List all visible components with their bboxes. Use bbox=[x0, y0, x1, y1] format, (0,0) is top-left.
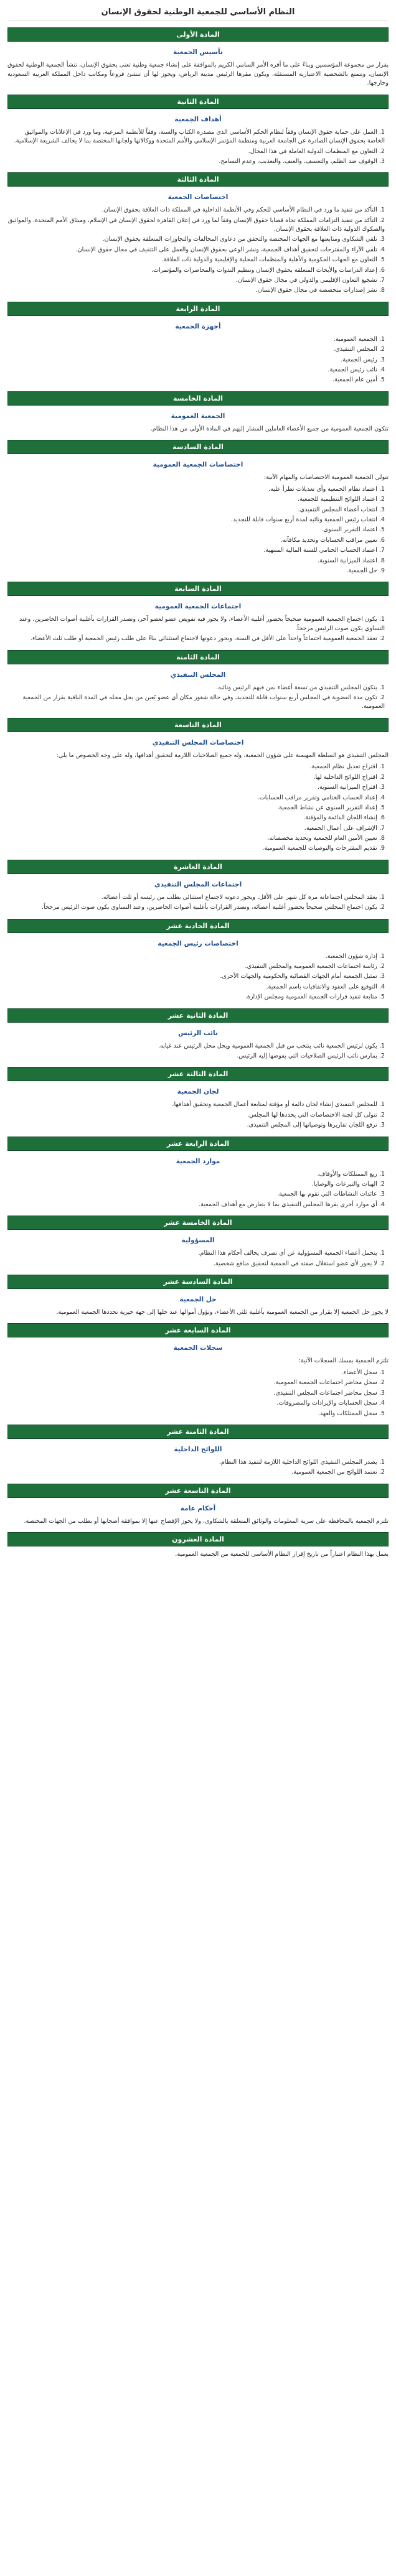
article-list-item: 1. إدارة شؤون الجمعية. bbox=[325, 952, 385, 960]
article-body bbox=[7, 751, 389, 853]
article-list-item: 2. اقتراح اللوائح الداخلية لها. bbox=[313, 773, 385, 781]
article-body bbox=[7, 684, 389, 712]
article-heading: اختصاصات الجمعية bbox=[167, 193, 229, 202]
article-list-item: 1. العمل على حماية حقوق الإنسان وفقاً لنظام الحكم الأساسي الذي مصدره الكتاب والسنة، وفقاً للأنظمة المرعية، وما ورد في الإعلانات والمواثيق الخاصة بحقوق الإنسان الصادرة عن الجامعة العربية ومنظمة المؤتمر الإسلامي والأمم المتحدة ووكالاتها ولجانها المختصة بما لا يخالف الشريعة الإسلامية. bbox=[14, 128, 385, 145]
article-paragraph: لا يجوز حل الجمعية إلا بقرار من الجمعية العمومية بأغلبية ثلثي الأعضاء، وتؤول أموالها عند حلها إلى جهة خيرية تحددها الجمعية العمومية. bbox=[56, 1308, 389, 1316]
article-list-item: 5. أمين عام الجمعية. bbox=[332, 376, 385, 384]
article-number-bar: المادة الثالثة عشر bbox=[7, 1067, 389, 1081]
article-heading: أهداف الجمعية bbox=[174, 115, 222, 123]
article-section bbox=[7, 1425, 389, 1477]
article-body bbox=[7, 1458, 389, 1477]
article-list-item: 7. تشجيع التعاون الإقليمي والدولي في مجال حقوق الإنسان. bbox=[235, 277, 385, 284]
article-list-item: 2. تعتمد اللوائح من الجمعية العمومية. bbox=[291, 1469, 385, 1476]
document-title: النظام الأساسي للجمعية الوطنية لحقوق الإنسان bbox=[7, 2, 389, 21]
article-section bbox=[7, 95, 389, 167]
article-number-bar: المادة العاشرة bbox=[7, 860, 389, 874]
article-number-bar: المادة التاسعة bbox=[7, 718, 389, 732]
article-list bbox=[7, 763, 389, 853]
article-list-item: 3. ترفع اللجان تقاريرها وتوصياتها إلى المجلس التنفيذي. bbox=[247, 1122, 385, 1129]
article-heading: لجان الجمعية bbox=[177, 1088, 219, 1096]
article-list-item: 2. تكون مدة العضوية في المجلس أربع سنوات قابلة للتجديد، وفي حالة شغور مكان أي عضو يُعين من يحل محله في المدة الباقية بقرار من الجمعية العمومية. bbox=[22, 694, 385, 710]
article-list-item: 3. عائدات النشاطات التي تقوم بها الجمعية. bbox=[276, 1191, 385, 1198]
article-number-bar: المادة السابعة عشر bbox=[7, 1323, 389, 1337]
article-list-item: 2. التعاون مع المنظمات الدولية العاملة في هذا المجال. bbox=[248, 147, 385, 155]
article-section bbox=[7, 302, 389, 385]
articles-container bbox=[7, 27, 389, 1560]
article-list bbox=[7, 1249, 389, 1268]
article-body bbox=[7, 1517, 389, 1527]
article-section bbox=[7, 582, 389, 643]
article-section bbox=[7, 1137, 389, 1210]
article-list-item: 4. تلقي الآراء والمقترحات لتحقيق أهداف الجمعية، ونشر الوعي بحقوق الإنسان والعمل على التثقيف في مجال حقوق الإنسان. bbox=[75, 246, 385, 253]
article-number-bar: المادة العشرون bbox=[7, 1532, 389, 1546]
article-heading: سجلات الجمعية bbox=[173, 1344, 223, 1352]
article-list-item: 8. نشر إصدارات متخصصة في مجال حقوق الإنسان. bbox=[255, 287, 385, 294]
article-list bbox=[7, 335, 389, 385]
article-body bbox=[7, 1170, 389, 1210]
article-heading: موارد الجمعية bbox=[176, 1157, 220, 1165]
article-list-item: 7. اعتماد الحساب الختامي للسنة المالية المنتهية. bbox=[263, 547, 385, 554]
article-section bbox=[7, 1275, 389, 1318]
article-number-bar: المادة الرابعة عشر bbox=[7, 1137, 389, 1151]
article-paragraph: تتكون الجمعية العمومية من جميع الأعضاء العاملين المشار إليهم في المادة الأولى من هذا النظام. bbox=[150, 425, 389, 432]
article-list-item: 3. رئيس الجمعية. bbox=[341, 356, 385, 363]
article-body bbox=[7, 206, 389, 295]
article-section bbox=[7, 650, 389, 712]
article-heading: الجمعية العمومية bbox=[171, 412, 225, 420]
article-list-item: 2. يكون اجتماع المجلس صحيحاً بحضور أغلبية أعضائه، وتصدر القرارات بأغلبية أصوات الحاضرين، وعند التساوي يكون صوت الرئيس مرجحاً. bbox=[41, 904, 385, 911]
article-list bbox=[7, 615, 389, 643]
article-list-item: 6. تعيين مراقب الحسابات وتحديد مكافآته. bbox=[280, 536, 385, 544]
article-number-bar: المادة الثامنة عشر bbox=[7, 1425, 389, 1439]
article-heading: أجهزة الجمعية bbox=[175, 322, 221, 330]
article-list-item: 3. تمثيل الجمعية أمام الجهات القضائية والحكومية والجهات الأخرى. bbox=[220, 973, 385, 980]
article-list-item: 1. سجل الأعضاء. bbox=[341, 1369, 385, 1377]
article-number-bar: المادة التاسعة عشر bbox=[7, 1484, 389, 1498]
article-number-bar: المادة السادسة bbox=[7, 440, 389, 454]
article-list-item: 4. انتخاب رئيس الجمعية ونائبه لمدة أربع سنوات قابلة للتجديد. bbox=[230, 516, 385, 524]
article-body bbox=[7, 335, 389, 385]
article-list-item: 4. سجل الحسابات والإيرادات والمصروفات. bbox=[276, 1400, 385, 1407]
article-list-item: 2. لا يجوز لأي عضو استغلال صفته في الجمعية لتحقيق منافع شخصية. bbox=[213, 1260, 385, 1267]
article-section bbox=[7, 1323, 389, 1418]
article-list-item: 2. تعقد الجمعية العمومية اجتماعاً واحداً على الأقل في السنة، ويجوز دعوتها لاجتماع استثنائي بناءً على طلب رئيس الجمعية أو طلب ثلث الأعضاء. bbox=[30, 635, 385, 643]
article-body bbox=[7, 425, 389, 434]
article-heading: اختصاصات المجلس التنفيذي bbox=[152, 738, 244, 746]
article-list-item: 5. اعتماد التقرير السنوي. bbox=[321, 526, 385, 534]
article-section bbox=[7, 860, 389, 913]
article-number-bar: المادة السادسة عشر bbox=[7, 1275, 389, 1289]
article-list-item: 3. سجل محاضر اجتماعات المجلس التنفيذي. bbox=[273, 1389, 385, 1397]
article-list-item: 1. الجمعية العمومية. bbox=[333, 335, 385, 343]
article-list-item: 2. التأكد من تنفيذ التزامات المملكة تجاه قضايا حقوق الإنسان وفقاً لما ورد في إعلان القاهرة لحقوق الإنسان في الإسلام، وميثاق الأمم المتحدة، والمواثيق والصكوك الدولية ذات العلاقة بحقوق الإنسان. bbox=[7, 216, 385, 233]
article-list-item: 4. نائب رئيس الجمعية. bbox=[328, 366, 385, 373]
article-body bbox=[7, 1550, 389, 1560]
article-list-item: 6. إنشاء اللجان الدائمة والمؤقتة. bbox=[303, 814, 385, 822]
article-list-item: 2. يمارس نائب الرئيس الصلاحيات التي يفوضها إليه الرئيس. bbox=[237, 1053, 385, 1059]
article-heading: المسؤولية bbox=[181, 1237, 215, 1245]
article-body bbox=[7, 893, 389, 913]
article-list bbox=[7, 485, 389, 576]
article-number-bar: المادة الخامسة bbox=[7, 391, 389, 406]
article-section bbox=[7, 1067, 389, 1130]
article-section bbox=[7, 1216, 389, 1268]
article-body bbox=[7, 952, 389, 1002]
article-number-bar: المادة الخامسة عشر bbox=[7, 1216, 389, 1230]
article-list-item: 3. تلقي الشكاوى ومتابعتها مع الجهات المختصة والتحقق من دعاوى المخالفات والتجاوزات المتعلقة بحقوق الإنسان. bbox=[102, 236, 385, 243]
article-list-item: 3. انتخاب أعضاء المجلس التنفيذي. bbox=[298, 506, 385, 513]
article-list-item: 2. تتولى كل لجنة الاختصاصات التي يحددها لها المجلس. bbox=[247, 1111, 385, 1118]
article-body bbox=[7, 128, 389, 167]
article-list-item: 1. ريع الممتلكات والأوقاف. bbox=[317, 1170, 385, 1178]
article-section bbox=[7, 1484, 389, 1527]
article-heading: تأسيس الجمعية bbox=[173, 49, 223, 56]
article-heading: أحكام عامة bbox=[180, 1504, 216, 1512]
article-list-item: 9. حل الجمعية. bbox=[346, 567, 385, 575]
article-body bbox=[7, 61, 389, 88]
article-paragraph: المجلس التنفيذي هو السلطة المهيمنة على شؤون الجمعية، وله جميع الصلاحيات اللازمة لتحقيق أهدافها، وله على وجه الخصوص ما يلي: bbox=[56, 751, 389, 759]
article-section bbox=[7, 1008, 389, 1061]
article-heading: اللوائح الداخلية bbox=[174, 1446, 222, 1454]
article-section bbox=[7, 1532, 389, 1560]
article-list bbox=[7, 952, 389, 1002]
article-section bbox=[7, 391, 389, 434]
article-list-item: 1. للمجلس التنفيذي إنشاء لجان دائمة أو مؤقتة لمتابعة أعمال الجمعية وتحقيق أهدافها. bbox=[172, 1101, 385, 1109]
article-list-item: 3. الوقوف ضد الظلم، والتعسف، والعنف، والتعذيب، وعدم التسامح. bbox=[219, 157, 385, 165]
article-list bbox=[7, 1369, 389, 1418]
article-section bbox=[7, 440, 389, 575]
article-list-item: 1. اقتراح تعديل نظام الجمعية. bbox=[309, 763, 385, 771]
article-list-item: 5. التعاون مع الجهات الحكومية والأهلية والمنظمات المحلية والإقليمية والدولية ذات العلاقة. bbox=[161, 256, 385, 264]
article-paragraph: تتولى الجمعية العمومية الاختصاصات والمهام الآتية: bbox=[263, 474, 389, 481]
article-section bbox=[7, 27, 389, 88]
article-body bbox=[7, 615, 389, 643]
article-number-bar: المادة الثالثة bbox=[7, 172, 389, 187]
article-number-bar: المادة السابعة bbox=[7, 582, 389, 596]
article-list-item: 6. إعداد الدراسات والأبحاث المتعلقة بحقوق الإنسان وتنظيم الندوات والمحاضرات والمؤتمرات. bbox=[151, 266, 385, 274]
article-list-item: 4. أي موارد أخرى يقرها المجلس التنفيذي بما لا يتعارض مع أهداف الجمعية. bbox=[199, 1201, 385, 1208]
article-heading: اجتماعات الجمعية العمومية bbox=[154, 603, 242, 611]
article-list-item: 1. يتحمل أعضاء الجمعية المسؤولية عن أي تصرف يخالف أحكام هذا النظام. bbox=[198, 1250, 385, 1257]
article-list-item: 7. الإشراف على أعمال الجمعية. bbox=[304, 824, 385, 832]
article-list-item: 2. اعتماد اللوائح التنظيمية للجمعية. bbox=[298, 496, 385, 503]
article-list bbox=[7, 684, 389, 712]
article-list bbox=[7, 1042, 389, 1061]
article-paragraph: تلتزم الجمعية بالمحافظة على سرية المعلومات والوثائق المتعلقة بالشكاوى، ولا يجوز الإفصاح عنها إلا بموافقة أصحابها أو بطلب من الجهات المختصة. bbox=[24, 1517, 389, 1525]
article-body bbox=[7, 473, 389, 575]
article-heading: اختصاصات الجمعية العمومية bbox=[153, 461, 243, 469]
article-list-item: 1. يتكون المجلس التنفيذي من تسعة أعضاء بمن فيهم الرئيس ونائبه. bbox=[216, 684, 385, 691]
document bbox=[7, 0, 389, 1560]
article-paragraph: تلتزم الجمعية بمسك السجلات الآتية: bbox=[298, 1357, 389, 1365]
article-list bbox=[7, 206, 389, 295]
article-heading: اختصاصات رئيس الجمعية bbox=[158, 939, 238, 947]
article-heading: المجلس التنفيذي bbox=[170, 671, 226, 679]
article-list bbox=[7, 1100, 389, 1130]
article-heading: نائب الرئيس bbox=[178, 1029, 218, 1037]
article-body bbox=[7, 1042, 389, 1061]
article-list-item: 1. التأكد من تنفيذ ما ورد في النظام الأساسي للحكم وفي الأنظمة الداخلية في المملكة ذات العلاقة بحقوق الإنسان. bbox=[101, 207, 385, 214]
article-list-item: 1. يكون لرئيس الجمعية نائب ينتخب من قبل الجمعية العمومية ويحل محل الرئيس عند غيابه. bbox=[158, 1042, 385, 1049]
article-list bbox=[7, 893, 389, 913]
article-number-bar: المادة الثانية bbox=[7, 95, 389, 109]
article-list-item: 8. تعيين الأمين العام للجمعية وتحديد مخصصاته. bbox=[267, 835, 385, 842]
article-list-item: 2. سجل محاضر اجتماعات الجمعية العمومية. bbox=[273, 1379, 385, 1387]
article-list-item: 4. التوقيع على العقود والاتفاقيات باسم الجمعية. bbox=[266, 983, 385, 990]
article-list bbox=[7, 128, 389, 167]
article-list bbox=[7, 1170, 389, 1210]
article-list bbox=[7, 1458, 389, 1477]
article-paragraph: بقرار من مجموعة المؤسسين وبناءً على ما أقره الأمر السامي الكريم بالموافقة على إنشاء جمعية وطنية تعنى بحقوق الإنسان، تنشأ الجمعية الوطنية لحقوق الإنسان، وتتمتع بالشخصية الاعتبارية المستقلة، ويكون مقرها الرئيس مدينة الرياض، ويجوز لها أن تنشئ فروعاً ومكاتب داخل المملكة العربية السعودية وخارجها. bbox=[7, 62, 389, 87]
article-number-bar: المادة الثامنة bbox=[7, 650, 389, 664]
article-body bbox=[7, 1249, 389, 1268]
article-list-item: 5. متابعة تنفيذ قرارات الجمعية العمومية ومجلس الإدارة. bbox=[245, 993, 385, 1001]
article-list-item: 2. المجلس التنفيذي. bbox=[333, 346, 385, 353]
article-heading: اجتماعات المجلس التنفيذي bbox=[154, 880, 242, 888]
article-body bbox=[7, 1100, 389, 1130]
article-list-item: 1. اعتماد نظام الجمعية وأي تعديلات تطرأ عليه. bbox=[268, 485, 385, 493]
article-body bbox=[7, 1357, 389, 1418]
article-list-item: 9. تقديم المقترحات والتوصيات للجمعية العمومية. bbox=[262, 845, 385, 852]
article-list-item: 5. إعداد التقرير السنوي عن نشاط الجمعية. bbox=[276, 804, 385, 811]
article-number-bar: المادة الرابعة bbox=[7, 302, 389, 316]
article-list-item: 2. الهبات والتبرعات والوصايا. bbox=[311, 1180, 385, 1188]
article-section bbox=[7, 919, 389, 1002]
article-list-item: 8. اعتماد الميزانية السنوية. bbox=[318, 557, 385, 564]
article-heading: حل الجمعية bbox=[179, 1295, 217, 1303]
article-list-item: 5. سجل الممتلكات والعهد. bbox=[318, 1410, 385, 1417]
article-list-item: 1. يكون اجتماع الجمعية العمومية صحيحاً بحضور أغلبية الأعضاء، ولا يجوز فيه تفويض عضو لعضو آخر، وتصدر القرارات بأغلبية أصوات الحاضرين، وعند التساوي يكون صوت الرئيس مرجحاً. bbox=[19, 616, 385, 632]
article-section bbox=[7, 718, 389, 853]
article-list-item: 3. اقتراح الميزانية السنوية. bbox=[317, 784, 385, 791]
article-list-item: 1. يصدر المجلس التنفيذي اللوائح الداخلية اللازمة لتنفيذ هذا النظام. bbox=[219, 1459, 385, 1466]
article-number-bar: المادة الحادية عشر bbox=[7, 919, 389, 933]
article-number-bar: المادة الثانية عشر bbox=[7, 1008, 389, 1023]
article-body bbox=[7, 1308, 389, 1318]
article-list-item: 4. إعداد الحساب الختامي وتقرير مراقب الحسابات. bbox=[257, 794, 385, 801]
article-paragraph: يعمل بهذا النظام اعتباراً من تاريخ إقرار النظام الأساسي للجمعية من الجمعية العمومية. bbox=[175, 1551, 389, 1558]
article-number-bar: المادة الأولى bbox=[7, 27, 389, 42]
article-section bbox=[7, 172, 389, 295]
article-list-item: 2. رئاسة اجتماعات الجمعية العمومية والمجلس التنفيذي. bbox=[245, 963, 385, 970]
article-list-item: 1. يعقد المجلس اجتماعاته مرة كل شهر على الأقل، ويجوز دعوته لاجتماع استثنائي بطلب من رئيسه أو ثلث أعضائه. bbox=[101, 893, 385, 901]
